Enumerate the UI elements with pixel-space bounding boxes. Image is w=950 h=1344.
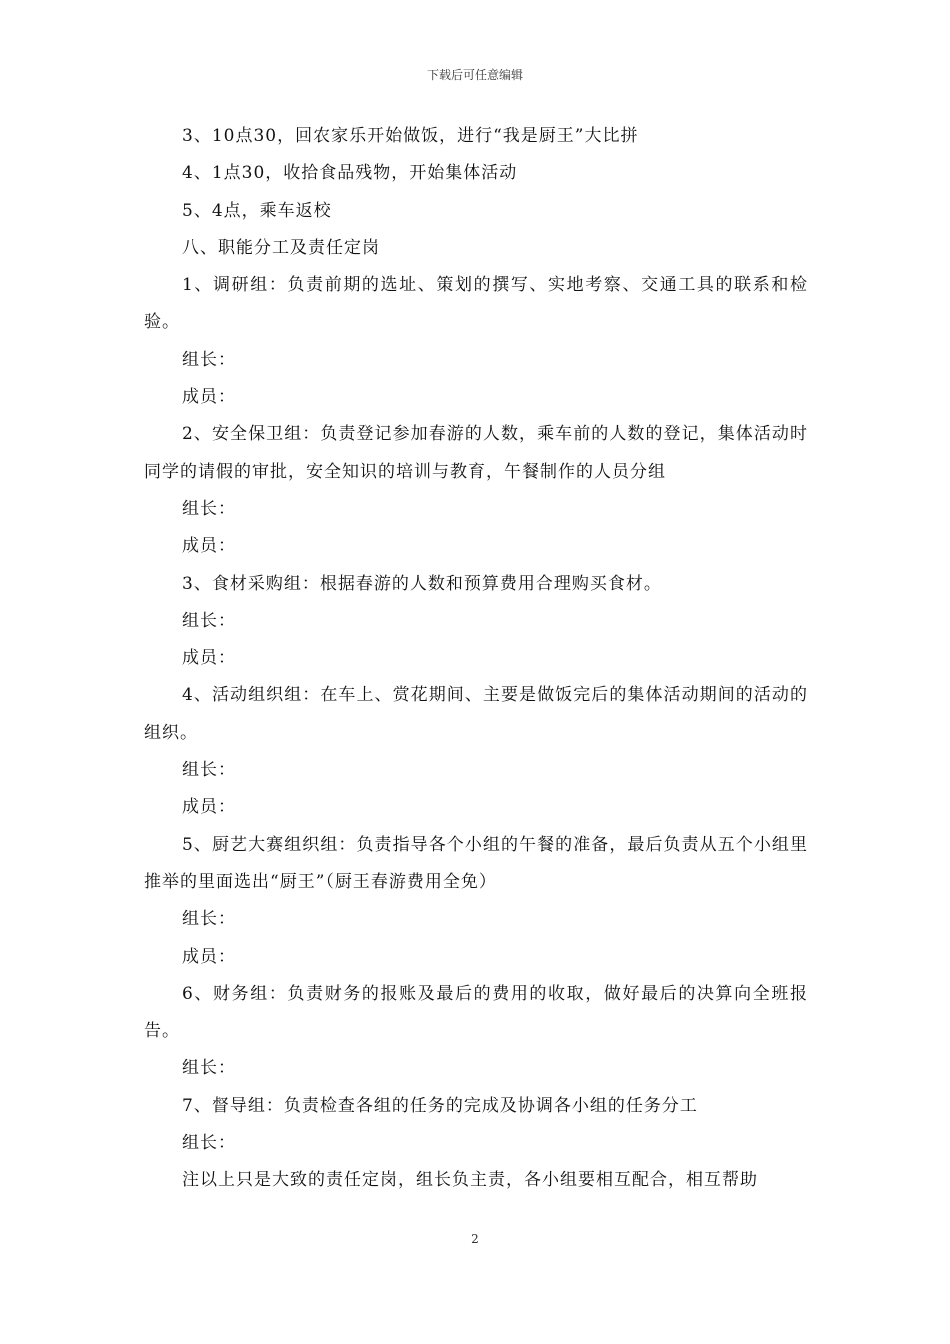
paragraph: 3、10点30，回农家乐开始做饭，进行“我是厨王”大比拼 (182, 126, 639, 146)
paragraph: 4、1点30，收拾食品残物，开始集体活动 (182, 163, 518, 184)
paragraph: 5、4点，乘车返校 (182, 200, 332, 221)
members-line: 成员： (182, 387, 236, 408)
leader-line: 组长： (182, 1058, 236, 1079)
leader-line: 组长： (182, 1133, 236, 1154)
leader-line: 组长： (182, 760, 236, 781)
members-line: 成员： (182, 797, 236, 818)
note-paragraph: 注以上只是大致的责任定岗，组长负主责，各小组要相互配合，相互帮助 (182, 1170, 758, 1191)
paragraph: 7、督导组：负责检查各组的任务的完成及协调各小组的任务分工 (182, 1095, 698, 1116)
page-header: 下载后可任意编辑 (426, 68, 523, 82)
paragraph: 6、财务组：负责财务的报账及最后的费用的收取，做好最后的决算向全班报告。 (144, 983, 808, 1042)
leader-line: 组长： (182, 909, 236, 930)
members-line: 成员： (182, 946, 236, 967)
page-number: 2 (471, 1232, 479, 1246)
members-line: 成员： (182, 648, 236, 669)
leader-line: 组长： (182, 498, 236, 519)
members-line: 成员： (182, 536, 236, 557)
paragraph: 4、活动组织组：在车上、赏花期间、主要是做饭完后的集体活动期间的活动的组织。 (144, 685, 808, 743)
leader-line: 组长： (182, 610, 236, 631)
paragraph: 2、安全保卫组：负责登记参加春游的人数，乘车前的人数的登记，集体活动时同学的请假的审批，安全知识的培训与教育，午餐制作的人员分组 (144, 424, 808, 482)
section-heading: 八、职能分工及责任定岗 (182, 237, 380, 258)
leader-line: 组长： (182, 349, 236, 370)
document-body (144, 118, 808, 1200)
paragraph: 5、厨艺大赛组织组：负责指导各个小组的午餐的准备，最后负责从五个小组里推举的里面选出“厨王”（厨王春游费用全免） (144, 834, 808, 892)
paragraph: 1、调研组：负责前期的选址、策划的撰写、实地考察、交通工具的联系和检验。 (144, 275, 808, 333)
paragraph: 3、食材采购组：根据春游的人数和预算费用合理购买食材。 (182, 573, 662, 594)
